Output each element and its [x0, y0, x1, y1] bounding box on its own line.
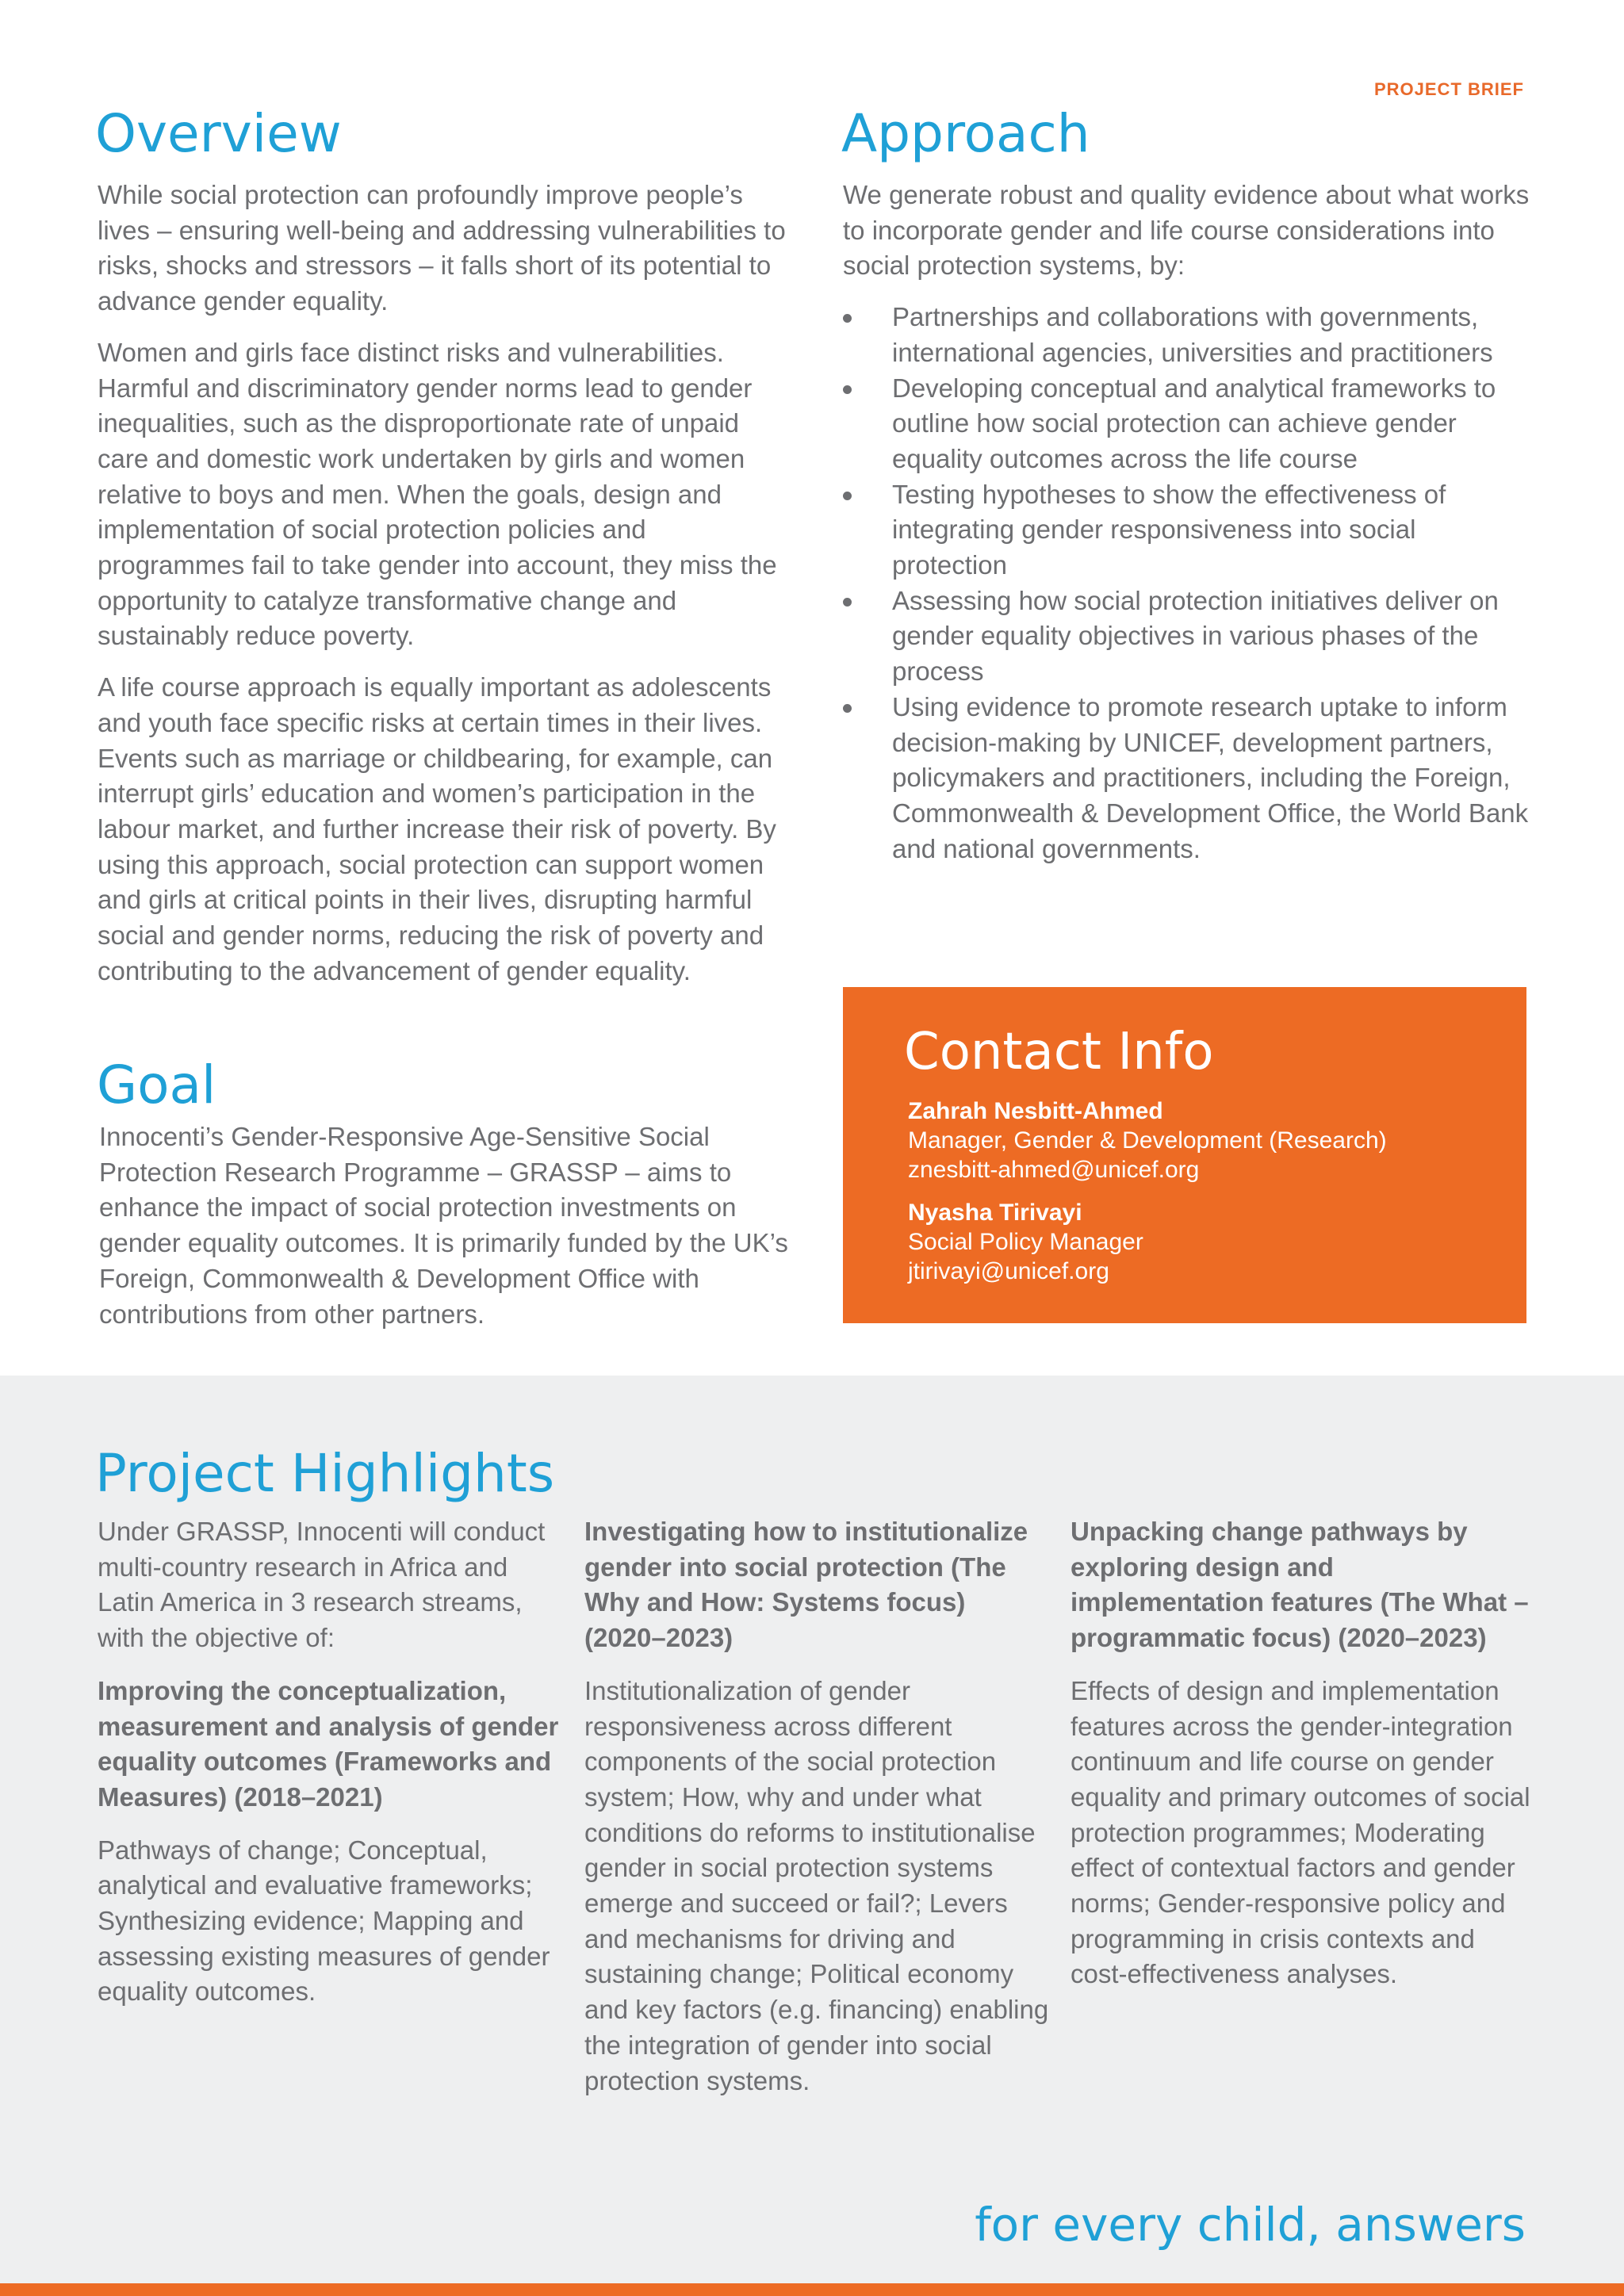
stream-2-heading: Investigating how to institutionalize gender into social protection (The Why and How: Systems focus) (2020–2023): [584, 1517, 1028, 1653]
overview-body: [98, 178, 795, 1004]
approach-body: [843, 178, 1533, 867]
stream-1-text: Pathways of change; Conceptual, analytical and evaluative frameworks; Synthesizing evidence; Mapping and assessing existing measures of gender equality outcomes.: [98, 1835, 550, 2007]
approach-bullet: Using evidence to promote research uptake to inform decision-making by UNICEF, development partners, policymakers and practitioners, including the Foreign, Commonwealth & Development Office, the World Bank and national governments.: [843, 690, 1533, 867]
footer-orange-bar: [0, 2283, 1624, 2296]
contact-email[interactable]: jtirivayi@unicef.org: [908, 1258, 1109, 1284]
unicef-tagline: for every child, answers: [975, 2198, 1526, 2252]
highlights-column-2: [584, 1514, 1049, 2116]
contact-email[interactable]: znesbitt-ahmed@unicef.org: [908, 1157, 1200, 1183]
overview-paragraph: Women and girls face distinct risks and vulnerabilities. Harmful and discriminatory gender norms lead to gender inequalities, such as the disproportionate rate of unpaid care and domestic work undertaken by girls and women relative to boys and men. When the goals, design and implementation of social protection policies and programmes fail to take gender into account, they miss the opportunity to catalyze transformative change and sustainably reduce poverty.: [98, 337, 777, 651]
stream-3-heading: Unpacking change pathways by exploring design and implementation features (The What – programmatic focus) (2020–2023): [1071, 1517, 1529, 1653]
stream-3-text: Effects of design and implementation features across the gender-integration continuum and life course on gender equality and primary outcomes of social protection programmes; Moderating effect of contextual factors and gender norms; Gender-responsive policy and programming in crisis contexts and cost-effectiveness analyses.: [1071, 1675, 1530, 1989]
contact-person: [908, 1198, 1143, 1286]
approach-bullet: Developing conceptual and analytical frameworks to outline how social protection can achieve gender equality outcomes across the life course: [843, 371, 1533, 477]
approach-bullet-list: [843, 300, 1533, 867]
highlights-column-3: [1071, 1514, 1532, 2010]
project-highlights-heading: Project Highlights: [95, 1443, 555, 1504]
contact-role: Social Policy Manager: [908, 1229, 1143, 1255]
approach-bullet: Testing hypotheses to show the effectiveness of integrating gender responsiveness into social protection: [843, 477, 1533, 584]
highlights-intro: Under GRASSP, Innocenti will conduct multi-country research in Africa and Latin America in 3 research streams, with the objective of:: [98, 1517, 546, 1653]
goal-heading: Goal: [97, 1054, 216, 1115]
approach-bullet: Assessing how social protection initiatives deliver on gender equality objectives in various phases of the process: [843, 584, 1533, 690]
stream-1-heading: Improving the conceptualization, measurement and analysis of gender equality outcomes (Frameworks and Measures) (2018–2021): [98, 1675, 559, 1812]
overview-paragraph: While social protection can profoundly improve people’s lives – ensuring well-being and addressing vulnerabilities to risks, shocks and stressors – it falls short of its potential to advance gender equality.: [98, 180, 786, 316]
project-brief-tag: PROJECT BRIEF: [1373, 79, 1524, 99]
approach-bullet: Partnerships and collaborations with governments, international agencies, universities and practitioners: [843, 300, 1533, 370]
approach-intro: We generate robust and quality evidence about what works to incorporate gender and life course considerations into social protection systems, by:: [843, 180, 1530, 281]
goal-body: Innocenti’s Gender-Responsive Age-Sensitive Social Protection Research Programme – GRASSP – aims to enhance the impact of social protection investments on gender equality outcomes. It is primarily funded by the UK’s Foreign, Commonwealth & Development Office with contributions from other partners.: [99, 1122, 788, 1329]
contact-name: Nyasha Tirivayi: [908, 1200, 1082, 1226]
approach-heading: Approach: [841, 103, 1090, 164]
overview-paragraph: A life course approach is equally important as adolescents and youth face specific risks at certain times in their lives. Events such as marriage or childbearing, for example, can interrupt girls’ education and women’s participation in the labour market, and further increase their risk of poverty. By using this approach, social protection can support women and girls at critical points in their lives, disrupting harmful social and gender norms, reducing the risk of poverty and contributing to the advancement of gender equality.: [98, 672, 776, 985]
highlights-column-1: [98, 1514, 565, 2027]
contact-info-box: [843, 987, 1526, 1323]
contact-heading: Contact Info: [904, 1023, 1214, 1081]
contact-person: [908, 1096, 1387, 1184]
contact-name: Zahrah Nesbitt-Ahmed: [908, 1098, 1163, 1124]
stream-2-text: Institutionalization of gender responsiveness across different components of the social protection system; How, why and under what conditions do reforms to institutionalise gender in social protection systems emerge and succeed or fail?; Levers and mechanisms for driving and sustaining change; Political economy and key factors (e.g. financing) enabling the integration of gender into social protection systems.: [584, 1675, 1049, 2095]
contact-role: Manager, Gender & Development (Research): [908, 1127, 1387, 1154]
overview-heading: Overview: [95, 103, 342, 164]
